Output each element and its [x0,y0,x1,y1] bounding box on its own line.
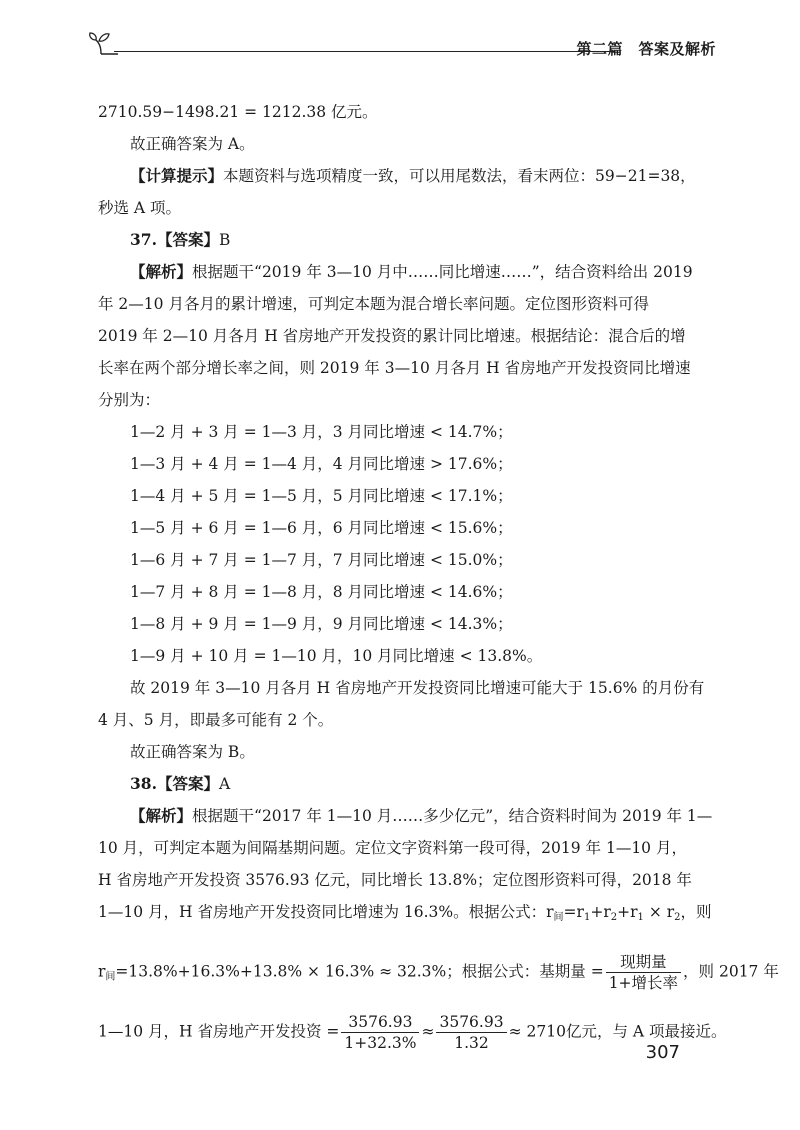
text-run: ，则 2017 年 [683,962,779,981]
fraction-calc [341,1012,419,1053]
fraction-denominator: 1+32.3% [344,1033,417,1052]
analysis-label: 【解析】 [130,262,193,281]
month-line: 1—4 月 + 5 月 = 1—5 月，5 月同比增速 < 17.1%； [130,487,513,505]
month-line: 1—5 月 + 6 月 = 1—6 月，6 月同比增速 < 15.6%； [130,519,513,537]
text-line: 故正确答案为 B。 [130,743,255,761]
text-run: × r [643,903,675,921]
fraction-denominator: 1.32 [454,1033,489,1052]
month-line: 1—8 月 + 9 月 = 1—9 月，9 月同比增速 < 14.3%； [130,615,513,633]
section-title: 第二篇 答案及解析 [576,40,716,58]
fraction-denominator: 1+增长率 [608,974,679,992]
tip-text: 本题资料与选项精度一致，可以用尾数法，看末两位：59−21=38， [223,167,696,185]
text-line: 长率在两个部分增长率之间，则 2019 年 3—10 月各月 H 省房地产开发投资同比增速 [98,359,691,377]
text-run: ≈ [421,1022,435,1040]
page-body [98,96,779,1053]
analysis-text: 根据题干“2019 年 3—10 月中……同比增速……”，结合资料给出 2019 [192,263,693,281]
text-line: 秒选 A 项。 [98,199,182,217]
text-run: +r [590,903,611,921]
header-rule [114,51,614,52]
calc-tip [98,160,698,192]
fraction-numerator: 3576.93 [436,1012,506,1033]
subscript: 2 [674,912,681,923]
page-header [88,30,716,60]
formula-line [98,952,779,994]
text-line: 故正确答案为 A。 [130,135,255,153]
text-line: 4 月、5 月，即最多可能有 2 个。 [98,711,334,729]
text-run: =r [563,903,584,921]
formula-line [98,1012,727,1053]
text-run: ≈ 2710亿元，与 A 项最接近。 [508,1022,727,1040]
text-run: =13.8%+16.3%+13.8% × 16.3% ≈ 32.3%；根据公式：基期量 = [115,962,604,981]
text-run: r [98,962,106,981]
text-line: 2710.59−1498.21 = 1212.38 亿元。 [98,103,378,121]
text-line: H 省房地产开发投资 3576.93 亿元，同比增长 13.8%；定位图形资料可得，2018 年 [98,871,692,889]
tip-label: 【计算提示】 [130,166,224,185]
month-line: 1—2 月 + 3 月 = 1—3 月，3 月同比增速 < 14.7%； [130,423,513,441]
analysis-38 [98,800,713,832]
text-run: +r [617,903,638,921]
text-line: 故 2019 年 3—10 月各月 H 省房地产开发投资同比增速可能大于 15.6% 的月份有 [130,679,705,697]
fraction-numerator: 3576.93 [341,1012,419,1033]
text-run: 1—10 月，H 省房地产开发投资 = [98,1022,340,1040]
text-line: 2019 年 2—10 月各月 H 省房地产开发投资的累计同比增速。根据结论：混合后的增 [98,327,686,345]
subscript: 1 [637,912,644,923]
answer-label: 38.【答案】 [130,774,219,793]
answer-label: 37.【答案】 [130,230,219,249]
month-line: 1—7 月 + 8 月 = 1—8 月，8 月同比增速 < 14.6%； [130,583,513,601]
subscript: 间 [105,971,116,983]
answer-37 [98,224,698,256]
answer-value: A [218,775,231,793]
analysis-text: 根据题干“2017 年 1—10 月……多少亿元”，结合资料时间为 2019 年 1— [192,807,713,825]
fraction-numerator: 现期量 [606,952,681,973]
analysis-37 [98,256,698,288]
sprout-icon [88,30,118,58]
formula-line [98,896,712,934]
subscript: 1 [583,912,591,923]
answer-value: B [218,231,231,249]
fraction-calc [436,1012,506,1053]
subscript: 间 [553,912,564,923]
text-line: 年 2—10 月各月的累计增速，可判定本题为混合增长率问题。定位图形资料可得 [98,295,649,313]
text-run: ，则 [680,903,712,921]
subscript: 2 [610,912,618,923]
month-line: 1—3 月 + 4 月 = 1—4 月，4 月同比增速 > 17.6%； [130,455,513,473]
month-line: 1—6 月 + 7 月 = 1—7 月，7 月同比增速 < 15.0%； [130,551,513,569]
text-line: 10 月，可判定本题为间隔基期问题。定位文字资料第一段可得，2019 年 1—10 月， [98,839,687,857]
analysis-label: 【解析】 [130,806,193,825]
text-run: 1—10 月，H 省房地产开发投资同比增速为 16.3%。根据公式：r [98,903,554,921]
answer-38 [98,768,698,800]
text-line: 分别为： [98,391,161,409]
month-line: 1—9 月 + 10 月 = 1—10 月，10 月同比增速 < 13.8%。 [130,647,543,665]
page-number: 307 [645,1042,680,1063]
fraction-base-formula [606,952,681,993]
